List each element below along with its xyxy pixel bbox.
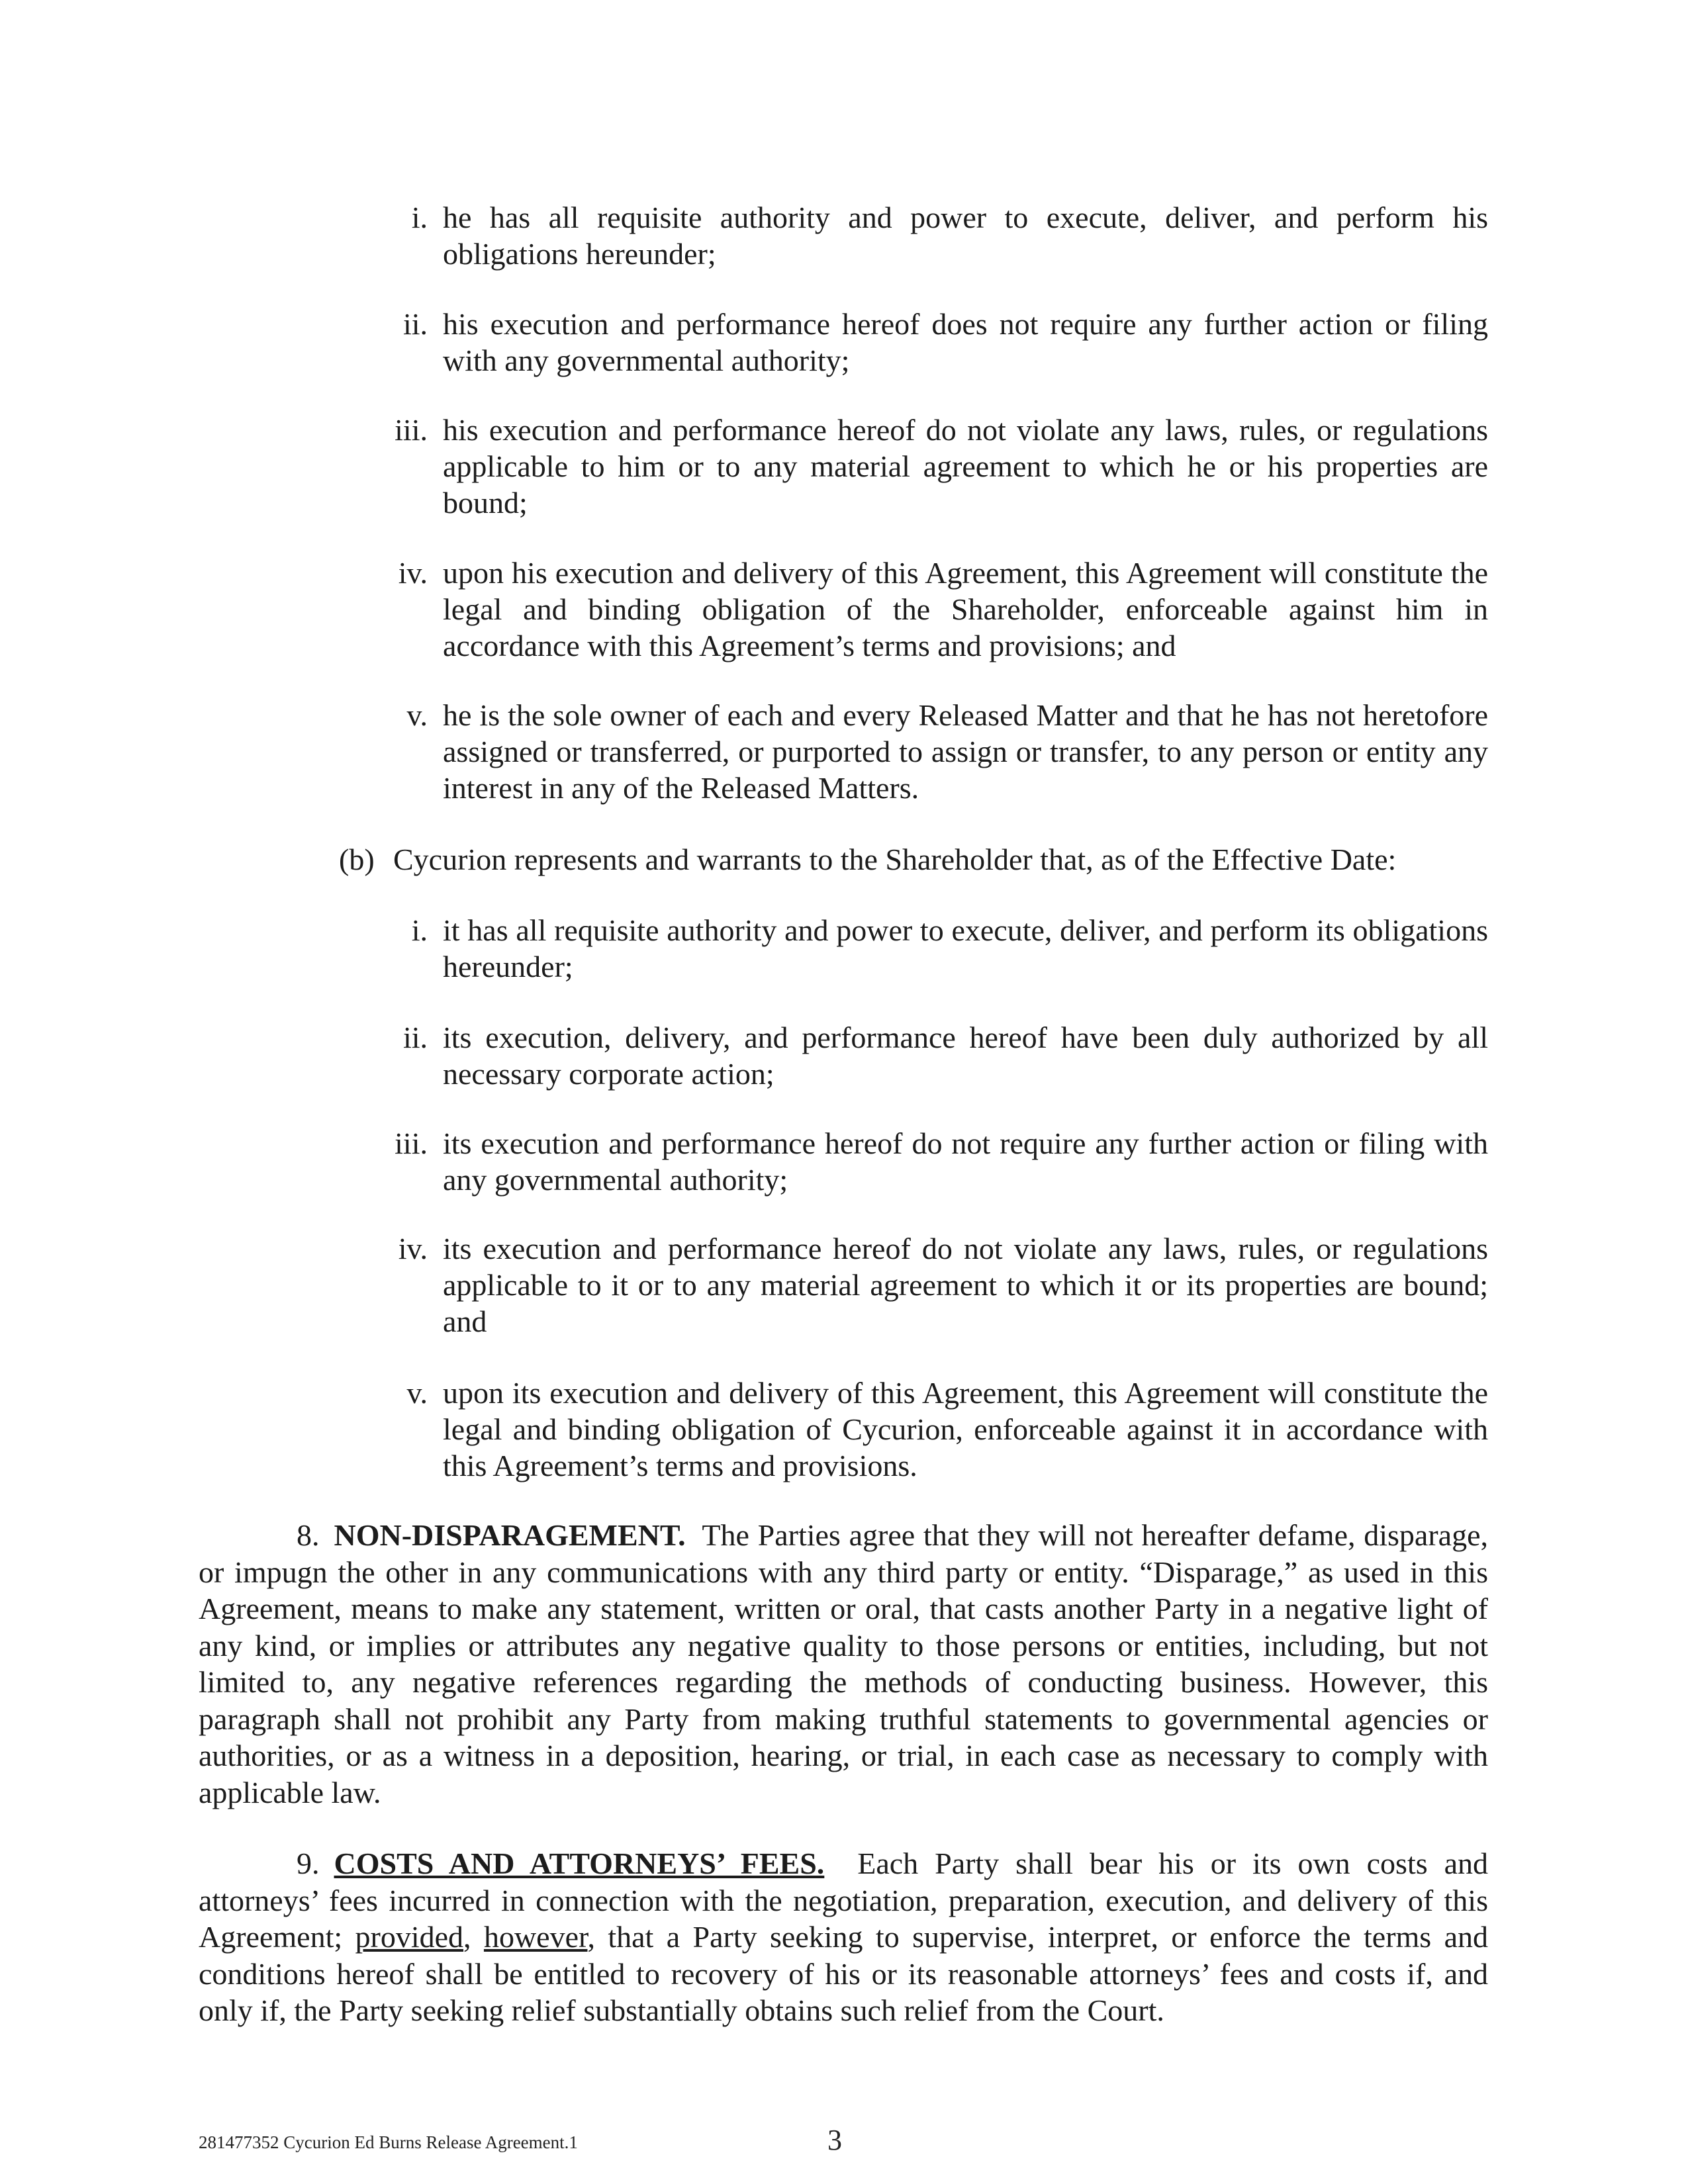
list-item-number: i. bbox=[411, 913, 428, 947]
list-item-number: ii. bbox=[402, 307, 428, 341]
list-b-item-i bbox=[384, 912, 1488, 985]
list-b-item-ii bbox=[384, 1019, 1488, 1092]
subsection-b bbox=[339, 841, 1488, 878]
list-item-text: it has all requisite authority and power to execute, deliver, and perform its obligations hereunder; bbox=[443, 913, 1488, 983]
however-term: however bbox=[483, 1920, 588, 1954]
list-item-text: his execution and performance hereof does not require any further action or filing with any governmental authority; bbox=[443, 307, 1488, 377]
list-item-number: iii. bbox=[395, 413, 428, 447]
list-item-number: iv. bbox=[398, 556, 428, 590]
list-item-number: iii. bbox=[395, 1126, 428, 1160]
list-item-text: its execution and performance hereof do not require any further action or filing with any governmental authority; bbox=[443, 1126, 1488, 1197]
section-9-paragraph bbox=[199, 1845, 1488, 2029]
list-item-number: v. bbox=[406, 1376, 428, 1410]
list-item-text: its execution and performance hereof do not violate any laws, rules, or regulations applicable to it or to any material agreement to which it or its properties are bound; and bbox=[443, 1232, 1488, 1338]
list-b-item-iii bbox=[384, 1125, 1488, 1198]
comma-text: , bbox=[463, 1920, 471, 1954]
list-item-text: he has all requisite authority and power to execute, deliver, and perform his obligations hereunder; bbox=[443, 201, 1488, 271]
section-8-paragraph bbox=[199, 1517, 1488, 1811]
list-item-text: he is the sole owner of each and every Released Matter and that he has not heretofore assigned or transferred, or purported to assign or transfer, to any person or entity any interest in any of the Released Matters. bbox=[443, 698, 1488, 805]
footer-document-id: 281477352 Cycurion Ed Burns Release Agreement.1 bbox=[199, 2132, 578, 2152]
list-a-item-iii bbox=[384, 412, 1488, 521]
list-item-number: ii. bbox=[402, 1021, 428, 1054]
list-b-item-v bbox=[384, 1375, 1488, 1484]
list-item-number: i. bbox=[411, 201, 428, 234]
list-item-text: upon his execution and delivery of this Agreement, this Agreement will constitute the legal and binding obligation of the Shareholder, enforceable against him in accordance with this Agreement’s terms and provisions; and bbox=[443, 556, 1488, 662]
section-heading: COSTS AND ATTORNEYS’ FEES. bbox=[334, 1846, 825, 1880]
section-body: The Parties agree that they will not hereafter defame, disparage, or impugn the other in any communications with any third party or entity. “Disparage,” as used in this Agreement, means to make any statement, written or oral, that casts another Party in a negative light of any kind, or implies or attributes any negative quality to those persons or entities, including, but not limited to, any negative references regarding the methods of conducting business. However, this paragraph shall not prohibit any Party from making truthful statements to governmental agencies or authorities, or as a witness in a deposition, hearing, or trial, in each case as necessary to comply with applicable law. bbox=[199, 1518, 1488, 1809]
subsection-number: (b) bbox=[339, 842, 375, 876]
list-a-item-ii bbox=[384, 306, 1488, 379]
list-a-item-i bbox=[384, 199, 1488, 272]
list-item-text: his execution and performance hereof do not violate any laws, rules, or regulations applicable to him or to any material agreement to which he or his properties are bound; bbox=[443, 413, 1488, 520]
list-a-item-v bbox=[384, 697, 1488, 806]
section-heading: NON-DISPARAGEMENT. bbox=[334, 1518, 686, 1552]
provided-term: provided bbox=[355, 1920, 464, 1954]
subsection-text: Cycurion represents and warrants to the Shareholder that, as of the Effective Date: bbox=[393, 842, 1397, 876]
list-b-item-iv bbox=[384, 1230, 1488, 1340]
section-body-part-1: Each Party shall bear his or its own costs and attorneys’ fees incurred in connection with the negotiation, preparation, execution, and delivery of this Agreement; bbox=[199, 1846, 1488, 1954]
list-item-number: iv. bbox=[398, 1232, 428, 1265]
list-item-text: its execution, delivery, and performance hereof have been duly authorized by all necessary corporate action; bbox=[443, 1021, 1488, 1091]
section-body-part-2: , that a Party seeking to supervise, interpret, or enforce the terms and conditions hereof shall be entitled to recovery of his or its reasonable attorneys’ fees and costs if, and only if, the Party seeking relief substantially obtains such relief from the Court. bbox=[199, 1920, 1488, 2027]
list-a-item-iv bbox=[384, 555, 1488, 664]
section-number: 8. bbox=[297, 1518, 320, 1552]
page-number: 3 bbox=[827, 2124, 842, 2156]
list-item-text: upon its execution and delivery of this Agreement, this Agreement will constitute the legal and binding obligation of Cycurion, enforceable against it in accordance with this Agreement’s terms and provisions. bbox=[443, 1376, 1488, 1482]
section-number: 9. bbox=[297, 1846, 320, 1880]
list-item-number: v. bbox=[406, 698, 428, 732]
